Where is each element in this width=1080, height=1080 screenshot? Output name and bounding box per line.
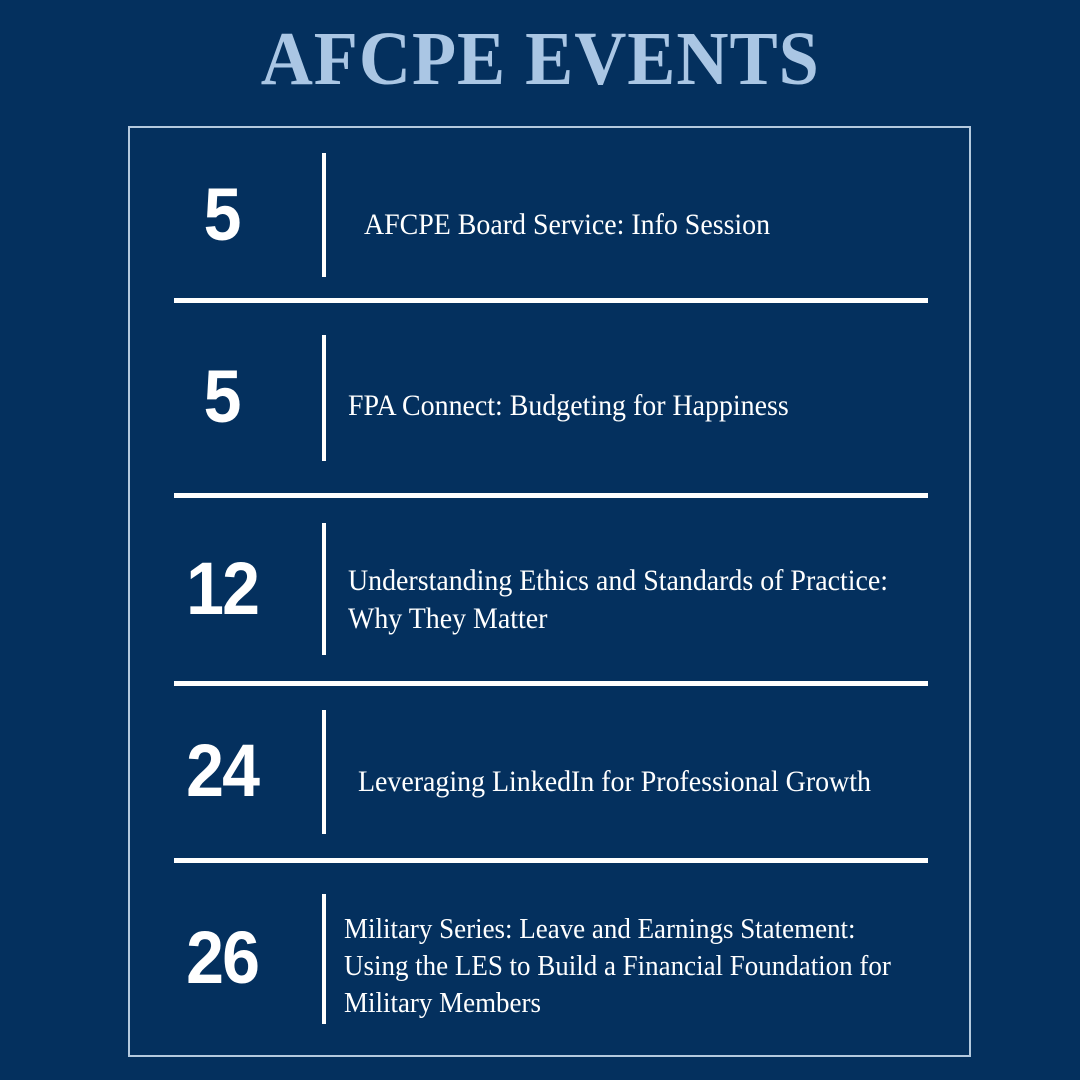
event-title: FPA Connect: Budgeting for Happiness bbox=[348, 389, 789, 423]
event-day-number: 24 bbox=[185, 729, 259, 813]
event-day-cell bbox=[130, 916, 322, 1000]
event-title: Understanding Ethics and Standards of Practice: Why They Matter bbox=[348, 563, 889, 635]
event-title: Military Series: Leave and Earnings Statement: Using the LES to Build a Financial Foundation for Military Members bbox=[344, 912, 891, 1020]
event-row[interactable] bbox=[130, 683, 969, 860]
event-day-number: 12 bbox=[185, 546, 259, 630]
event-day-number: 5 bbox=[203, 355, 241, 439]
events-list bbox=[130, 128, 969, 1055]
event-title: Leveraging LinkedIn for Professional Growth bbox=[358, 765, 871, 799]
event-day-cell bbox=[130, 355, 322, 439]
event-title-cell bbox=[326, 741, 969, 801]
event-day-cell bbox=[130, 546, 322, 630]
page-title: AFCPE EVENTS bbox=[260, 17, 820, 101]
event-day-cell bbox=[130, 172, 322, 256]
event-title-cell bbox=[326, 540, 969, 639]
event-title-cell bbox=[326, 369, 969, 425]
event-day-number: 5 bbox=[203, 172, 241, 256]
event-row[interactable] bbox=[130, 300, 969, 495]
event-row[interactable] bbox=[130, 860, 969, 1057]
event-title: AFCPE Board Service: Info Session bbox=[364, 207, 771, 241]
event-day-cell bbox=[130, 729, 322, 813]
event-row[interactable] bbox=[130, 495, 969, 683]
event-title-cell bbox=[326, 895, 969, 1022]
events-frame bbox=[128, 126, 971, 1057]
event-title-cell bbox=[326, 186, 969, 244]
poster-header bbox=[0, 0, 1080, 118]
event-row[interactable] bbox=[130, 130, 969, 300]
event-day-number: 26 bbox=[185, 916, 259, 1000]
